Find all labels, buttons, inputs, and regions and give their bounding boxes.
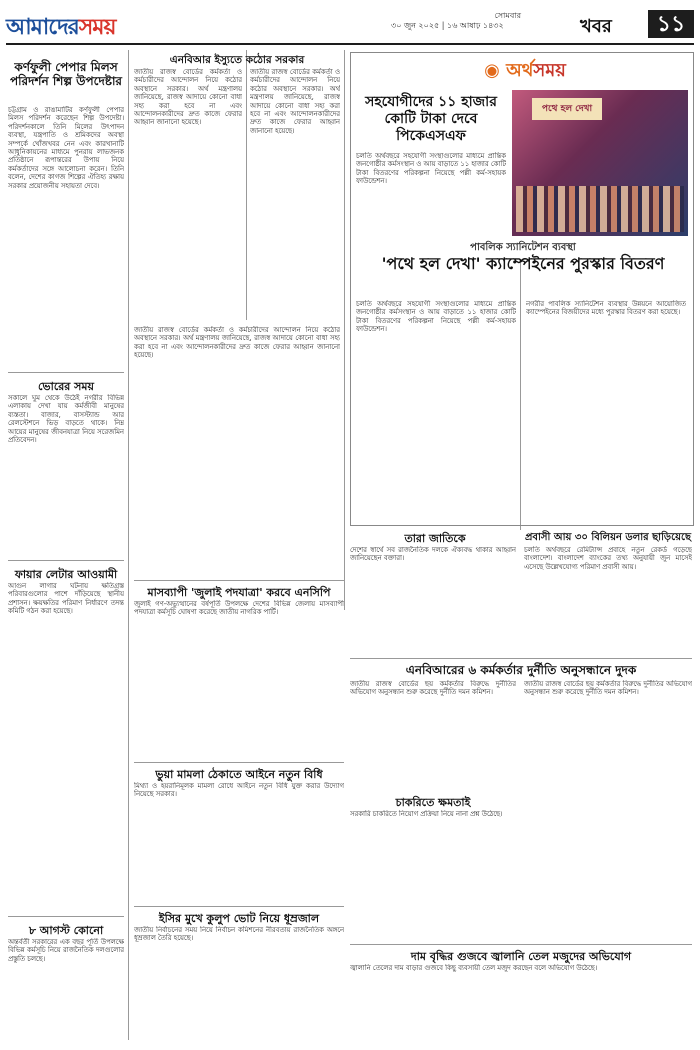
remittance-body: চলতি অর্থবছরে রেমিট্যান্স প্রবাহে নতুন রেকর্ড গড়েছে বাংলাদেশ। বাংলাদেশ ব্যাংকের তথ্য অনুযায়ী জুন মাসেই এসেছে উল্লেখযোগ্য পরিমাণ প্রবাসী আয়। [524,546,692,571]
divider [8,372,124,373]
divider [134,762,344,763]
divider [350,944,692,945]
divider [350,658,692,659]
divider [8,916,124,917]
fire-headline: ফায়ার লেটার আওয়ামী [14,568,118,581]
column-divider [344,50,345,610]
chakri-headline: চাকরিতে ক্ষমতাই [395,796,471,809]
nbr-body-col2: জাতীয় রাজস্ব বোর্ডের কর্মকর্তা ও কর্মচারীদের আন্দোলন নিয়ে কঠোর অবস্থানে সরকার। অর্থ মন্ত্রণালয় জানিয়েছে, রাজস্ব আদায়ে কোনো বাধা সহ্য করা হবে না এবং আন্দোলনকারীদের দ্রুত কাজে ফেরার আহ্বান জানানো হয়েছে। [250,68,340,135]
dateline [391,11,531,31]
nbr-body-col1: জাতীয় রাজস্ব বোর্ডের কর্মকর্তা ও কর্মচারীদের আন্দোলন নিয়ে কঠোর অবস্থানে সরকার। অর্থ মন্ত্রণালয় জানিয়েছে, রাজস্ব আদায়ে কোনো বাধা সহ্য করা হবে না এবং আন্দোলনকারীদের দ্রুত কাজে ফেরার আহ্বান জানানো হয়েছে। [134,68,242,127]
corruption-body-col1: জাতীয় রাজস্ব বোর্ডের ছয় কর্মকর্তার বিরুদ্ধে দুর্নীতির অভিযোগ অনুসন্ধান শুরু করেছে দুর্নীতি দমন কমিশন। [350,680,516,697]
campaign-photo [512,90,688,236]
ishi-body: জাতীয় নির্বাচনের সময় নিয়ে নির্বাচন কমিশনের নীরবতায় রাজনৈতিক অঙ্গনে ধূম্রজাল তৈরি হয়েছে। [134,926,344,943]
masbapi-headline: মাসব্যাপী 'জুলাই পদযাত্রা' করবে এনসিপি [147,586,331,599]
taraa-body: দেশের স্বার্থে সব রাজনৈতিক দলকে ঐক্যবদ্ধ থাকার আহ্বান জানিয়েছেন বক্তারা। [350,546,516,563]
fuel-body: জ্বালানি তেলের দাম বাড়ার গুজবে কিছু ব্যবসায়ী তেল মজুদ করছেন বলে অভিযোগ উঠেছে। [350,964,598,972]
people-image [516,186,684,232]
campaign-banner: পথে হল দেখা [532,98,602,120]
date-label: ৩০ জুন ২০২৫ | ১৬ আষাঢ় ১৪৩২ [391,21,504,30]
masbapi-body: জুলাই গণ-অভ্যুত্থানের বর্ষপূর্তি উপলক্ষে দেশের বিভিন্ন জেলায় মাসব্যাপী পদযাত্রা কর্মসূচি ঘোষণা করেছে জাতীয় নাগরিক পার্টি। [134,600,344,617]
column-divider [128,50,129,1040]
vorer-body: সকালে ঘুম থেকে উঠেই নগরীর বিভিন্ন এলাকায় দেখা যায় কর্মজীবী মানুষের ব্যস্ততা। বাজার, বাসস্ট্যান্ড আর রেলস্টেশনে ভিড় বাড়তে থাকে। নিম্ন আয়ের মানুষের জীবনযাত্রা নিয়ে সরেজমিন প্রতিবেদন। [8,394,124,445]
vua-headline: ভুয়া মামলা ঠেকাতে আইনে নতুন বিধি [155,768,323,781]
fuel-headline: দাম বৃদ্ধির গুজবে জ্বালানি তেল মজুদের অভিযোগ [410,950,632,963]
newspaper-logo: আমাদেরসময় [6,14,116,40]
divider [134,906,344,907]
brand-circle-icon: ◉ [484,60,500,81]
section-title: খবর [580,16,612,37]
campaign-kicker: পাবলিক স্যানিটেশন ব্যবস্থা [470,242,576,253]
pkesf-body-cont: চলতি অর্থবছরে সহযোগী সংস্থাগুলোর মাধ্যমে প্রান্তিক জনগোষ্ঠীর কর্মসংস্থান ও আয় বাড়াতে ১১ হাজার কোটি টাকা বিতরণের পরিকল্পনা নিয়েছে পল্লী কর্ম-সহায়ক ফাউন্ডেশন। [356,300,516,334]
ishi-headline: ইসির মুখে কুলুপ ভোট নিয়ে ধূম্রজাল [158,912,320,925]
nbr-headline: এনবিআর ইস্যুতে কঠোর সরকার [169,54,305,66]
chakri-body: সরকারি চাকরিতে নিয়োগ প্রক্রিয়া নিয়ে নানা প্রশ্ন উঠেছে। [350,810,503,818]
karnaphuli-body: চট্টগ্রাম ও রাঙামাটির কর্ণফুলী পেপার মিলস পরিদর্শন করেছেন শিল্প উপদেষ্টা। পরিদর্শনকালে তিনি মিলের উৎপাদন ব্যবস্থা, যন্ত্রপাতি ও শ্রমিকদের অবস্থা সম্পর্কে খোঁজখবর নেন এবং কারখানাটি আধুনিকায়নের মাধ্যমে পুনরায় লাভজনক প্রতিষ্ঠানে রূপান্তরের উপায় নিয়ে কর্মকর্তাদের সঙ্গে আলোচনা করেন। তিনি বলেন, দেশের কাগজ শিল্পের ঐতিহ্য রক্ষায় সরকার প্রয়োজনীয় সহায়তা দেবে। [8,106,124,190]
campaign-headline: 'পথে হল দেখা' ক্যাম্পেইনের পুরস্কার বিতরণ [381,254,665,273]
taraa-headline: তারা জাতিকে [404,532,466,545]
vorer-headline: ভোরের সময় [37,380,95,393]
nbr-body-cont: জাতীয় রাজস্ব বোর্ডের কর্মকর্তা ও কর্মচারীদের আন্দোলন নিয়ে কঠোর অবস্থানে সরকার। অর্থ মন্ত্রণালয় জানিয়েছে, রাজস্ব আদায়ে কোনো বাধা সহ্য করা হবে না এবং আন্দোলনকারীদের দ্রুত কাজে ফেরার আহ্বান জানানো হয়েছে। [134,326,340,360]
masthead-rule [6,43,694,45]
remittance-headline: প্রবাসী আয় ৩০ বিলিয়ন ডলার ছাড়িয়েছে [524,532,692,543]
august-body: অন্তর্বর্তী সরকারের এক বছর পূর্তি উপলক্ষে বিভিন্ন কর্মসূচি নিয়ে রাজনৈতিক দলগুলোর প্রস্তুতি চলছে। [8,938,124,963]
day-label: সোমবার [494,11,521,20]
corruption-headline: এনবিআরের ৬ কর্মকর্তার দুর্নীতি অনুসন্ধানে দুদক [405,663,637,677]
divider [134,580,344,581]
vua-body: মিথ্যা ও হয়রানিমূলক মামলা রোধে আইনে নতুন বিধি যুক্ত করার উদ্যোগ নিয়েছে সরকার। [134,782,344,799]
page-number: ১১ [648,10,694,38]
fire-body: আগুন লাগার ঘটনায় ক্ষতিগ্রস্ত পরিবারগুলোর পাশে দাঁড়িয়েছে স্থানীয় প্রশাসন। ক্ষয়ক্ষতির পরিমাণ নির্ধারণে তদন্ত কমিটি গঠন করা হয়েছে। [8,582,124,616]
masthead [6,10,694,40]
ortho-somoy-logo: ◉ অর্থসময় [484,60,566,81]
karnaphuli-headline: কর্ণফুলী পেপার মিলস পরিদর্শন শিল্প উপদেষ্টার [9,60,123,88]
corruption-body-col2: জাতীয় রাজস্ব বোর্ডের ছয় কর্মকর্তার বিরুদ্ধে দুর্নীতির অভিযোগ অনুসন্ধান শুরু করেছে দুর্নীতি দমন কমিশন। [524,680,692,697]
divider [8,560,124,561]
pkesf-headline: সহযোগীদের ১১ হাজার কোটি টাকা দেবে পিকেএসএফ [365,94,497,144]
column-divider [246,50,247,320]
campaign-body: নগরীর পাবলিক স্যানিটেশন ব্যবস্থার উন্নয়নে আয়োজিত ক্যাম্পেইনের বিজয়ীদের মধ্যে পুরস্কার বিতরণ করা হয়েছে। [526,300,686,317]
august-headline: ৮ আগস্ট কোনো [28,924,104,937]
pkesf-body: চলতি অর্থবছরে সহযোগী সংস্থাগুলোর মাধ্যমে প্রান্তিক জনগোষ্ঠীর কর্মসংস্থান ও আয় বাড়াতে ১১ হাজার কোটি টাকা বিতরণের পরিকল্পনা নিয়েছে পল্লী কর্ম-সহায়ক ফাউন্ডেশন। [356,152,506,186]
